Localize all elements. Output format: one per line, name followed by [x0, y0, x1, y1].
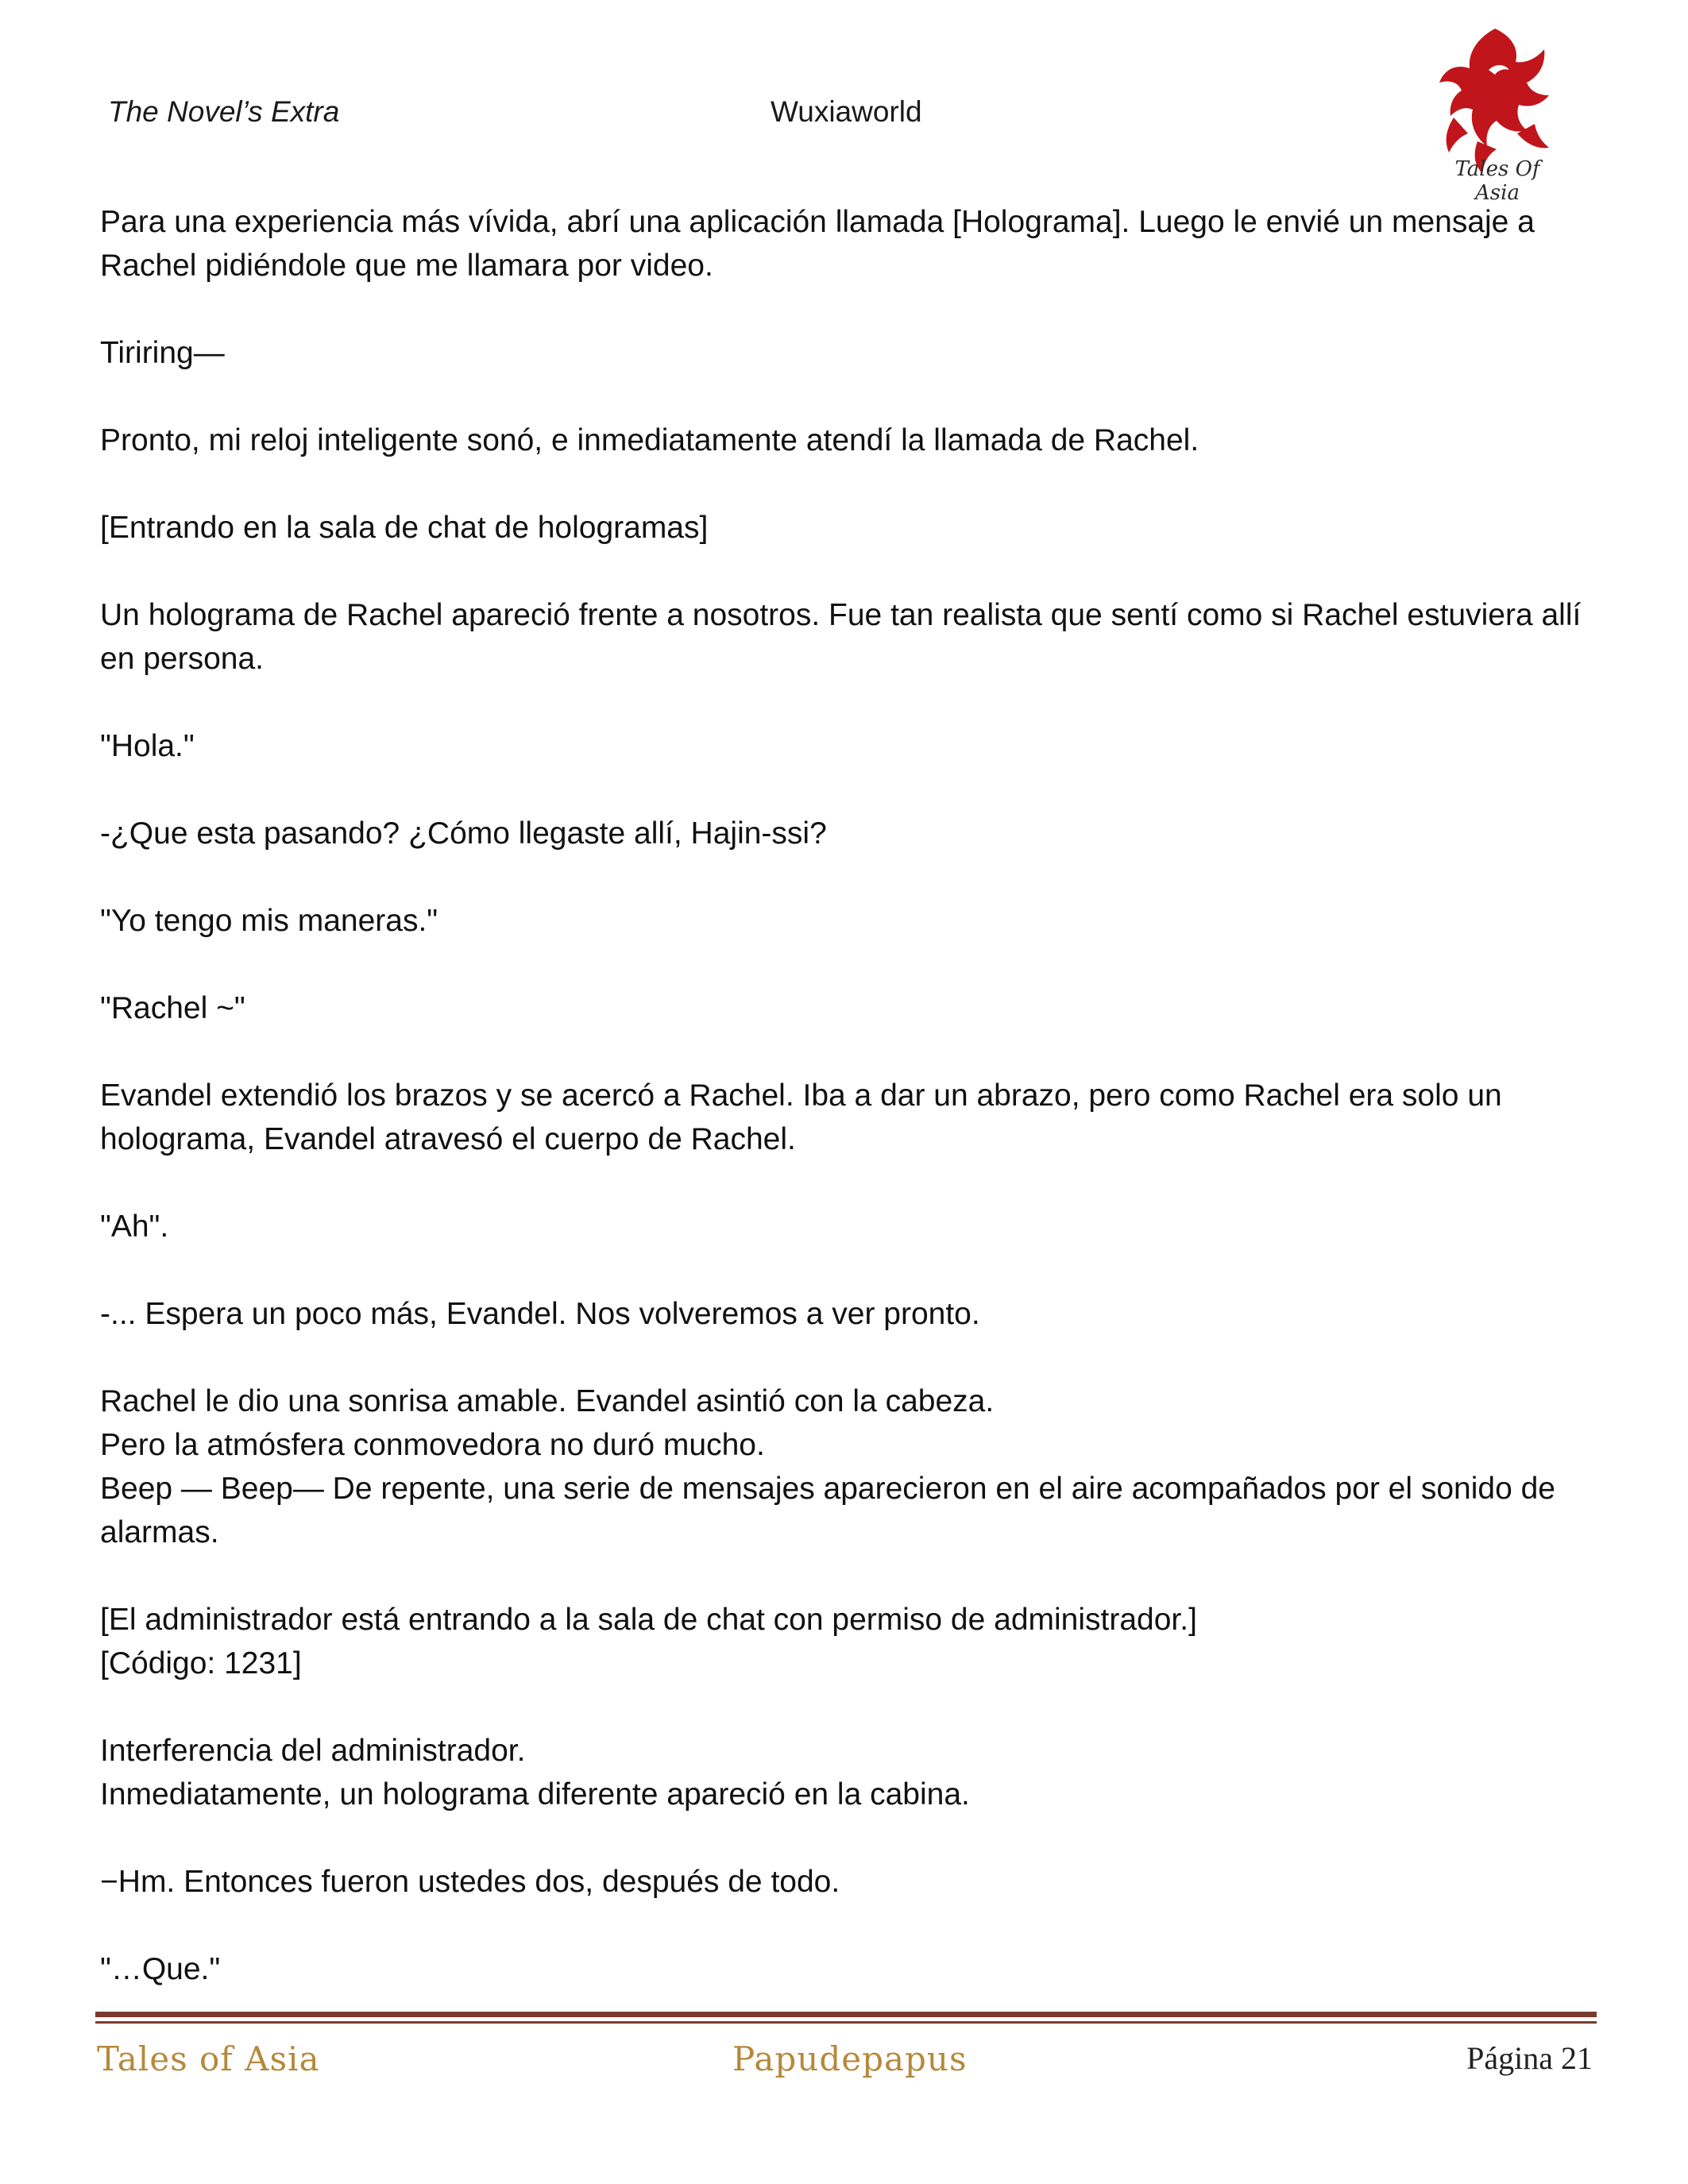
- paragraph: Pero la atmósfera conmovedora no duró mucho.: [100, 1428, 765, 1462]
- paragraph: Beep — Beep— De repente, una serie de mensajes aparecieron en el aire acompañados por el sonido de alarmas.: [100, 1472, 1555, 1549]
- page-number: Página 21: [1466, 2040, 1593, 2076]
- paragraph-gap: [100, 1816, 1586, 1860]
- paragraph: "…Que.": [100, 1952, 221, 1986]
- paragraph-gap: [100, 462, 1586, 506]
- paragraph-gap: [100, 1030, 1586, 1074]
- paragraph-gap: [100, 1685, 1586, 1729]
- logo-text: Tales Of Asia: [1454, 157, 1540, 205]
- paragraph: "Yo tengo mis maneras.": [100, 904, 438, 938]
- paragraph-gap: [100, 943, 1586, 986]
- paragraph: Rachel le dio una sonrisa amable. Evandel asintió con la cabeza.: [100, 1384, 995, 1418]
- paragraph: Interferencia del administrador.: [100, 1734, 526, 1768]
- paragraph-gap: [100, 1161, 1586, 1205]
- paragraph: [El administrador está entrando a la sala de chat con permiso de administrador.]: [100, 1603, 1197, 1637]
- paragraph: −Hm. Entonces fueron ustedes dos, después de todo.: [100, 1865, 840, 1899]
- paragraph-gap: [100, 375, 1586, 419]
- paragraph-gap: [100, 1248, 1586, 1292]
- paragraph: "Rachel ~": [100, 991, 245, 1025]
- paragraph: Evandel extendió los brazos y se acercó a Rachel. Iba a dar un abrazo, pero como Rachel era solo un holograma, Evandel atravesó el cuerpo de Rachel.: [100, 1078, 1502, 1156]
- footer-brand: Tales of Asia: [97, 2039, 320, 2078]
- footer-rule-thin: [95, 2021, 1597, 2024]
- paragraph: [Código: 1231]: [100, 1646, 302, 1680]
- paragraph: "Ah".: [100, 1210, 169, 1244]
- paragraph-gap: [100, 1554, 1586, 1598]
- paragraph: Para una experiencia más vívida, abrí una aplicación llamada [Holograma]. Luego le envié un mensaje a Rachel pidiéndole que me llamara por video.: [100, 205, 1535, 283]
- paragraph-gap: [100, 681, 1586, 724]
- paragraph-gap: [100, 855, 1586, 899]
- paragraph: Inmediatamente, un holograma diferente apareció en la cabina.: [100, 1777, 970, 1812]
- paragraph: -¿Que esta pasando? ¿Cómo llegaste allí, Hajin-ssi?: [100, 816, 827, 851]
- paragraph-gap: [100, 1904, 1586, 1947]
- paragraph-gap: [100, 768, 1586, 812]
- paragraph: Pronto, mi reloj inteligente sonó, e inmediatamente atendí la llamada de Rachel.: [100, 423, 1199, 457]
- paragraph-gap: [100, 550, 1586, 593]
- paragraph-gap: [100, 1336, 1586, 1379]
- paragraph: Tiriring—: [100, 336, 225, 370]
- paragraph: Un holograma de Rachel apareció frente a nosotros. Fue tan realista que sentí como si Rachel estuviera allí en persona.: [100, 598, 1582, 676]
- footer-translator: Papudepapus: [732, 2039, 968, 2078]
- paragraph: -... Espera un poco más, Evandel. Nos volveremos a ver pronto.: [100, 1297, 980, 1331]
- document-body: [100, 200, 1586, 1991]
- paragraph: [Entrando en la sala de chat de hologramas]: [100, 511, 709, 545]
- paragraph: "Hola.": [100, 729, 195, 763]
- footer-rule-thick: [95, 2012, 1597, 2017]
- header-site: Wuxiaworld: [771, 95, 922, 128]
- paragraph-gap: [100, 287, 1586, 331]
- header-title: The Novel’s Extra: [108, 95, 340, 128]
